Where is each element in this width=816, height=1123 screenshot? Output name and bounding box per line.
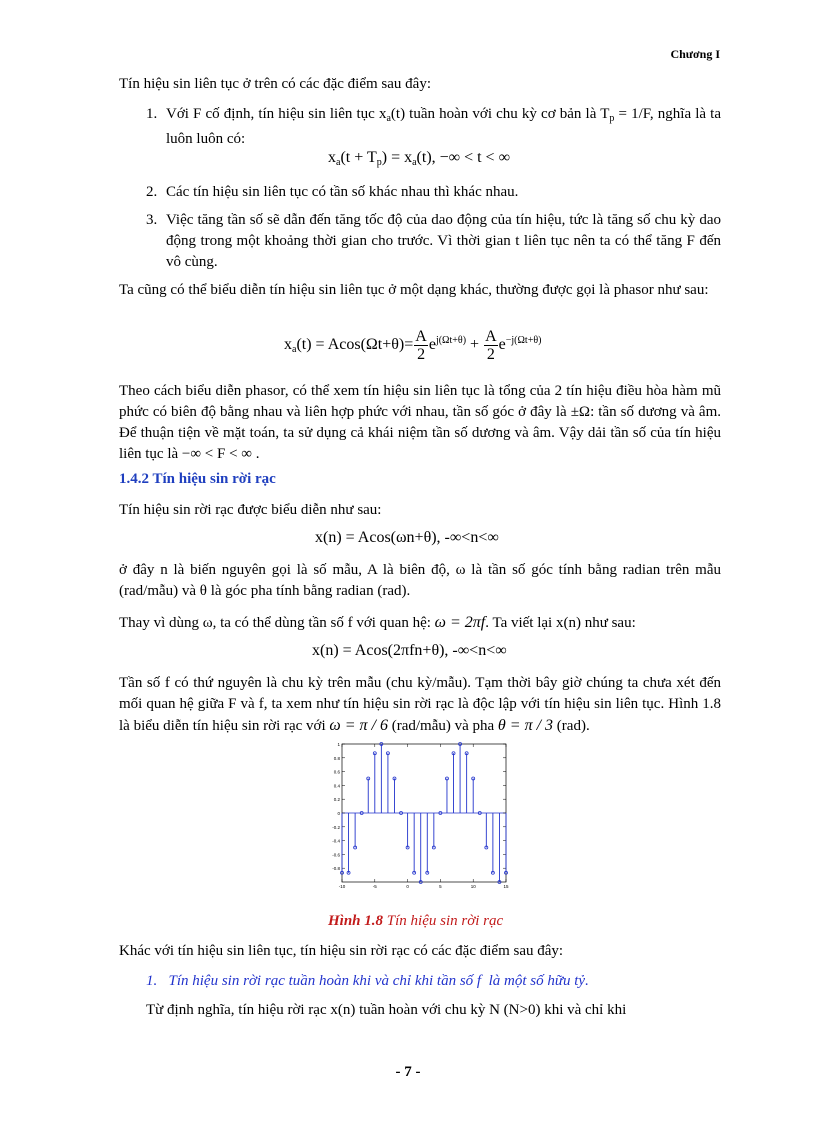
- list-item-2: Các tín hiệu sin liên tục có tần số khác nhau thì khác nhau.: [166, 184, 519, 200]
- equation-phasor: $x_a(t) = Acos(\Omega t+\theta)=$ $\frac{A}{2}$ $e^{j(\Omega t+\theta)}$ + $\frac{A}{2}$ $e^{-j(\Omega t+\theta)}$: [284, 328, 542, 363]
- y-tick-label: 1: [337, 742, 340, 747]
- y-tick-label: 0.4: [333, 783, 340, 789]
- y-tick-label: 0.2: [333, 797, 340, 803]
- paragraph-periodicity-def: Từ định nghĩa, tín hiệu rời rạc x(n) tuần hoàn với chu kỳ N (N>0) khi và chỉ khi: [146, 1002, 627, 1018]
- x-tick-label: 5: [439, 884, 442, 889]
- y-tick-label: 0.8: [333, 755, 340, 761]
- equation-discrete-sin: x(n) = Acos(ωn+θ), -∞<n<∞: [315, 529, 499, 546]
- y-tick-label: -0.8: [332, 866, 340, 872]
- list-number-2: 2.: [146, 184, 158, 200]
- paragraph-discrete-intro: Tín hiệu sin rời rạc được biểu diễn như sau:: [119, 502, 382, 518]
- caption-text: Tín hiệu sin rời rạc: [383, 913, 504, 929]
- plot-layer: [332, 742, 509, 889]
- p7-text-a: Tần số f có thứ nguyên là chu kỳ trên mẫu (chu kỳ/mẫu). Tạm thời bây giờ chúng ta chưa xét đến mối quan hệ giữa F và f, ta xem như tín hiệu sin rời rạc là độc lập với tín hiệu sin liên tục. Hình 1.8 là biểu diễn tín hiệu sin rời rạc với: [119, 675, 721, 734]
- list-number-3: 3.: [146, 212, 158, 228]
- p7-text-b: (rad/mẫu) và pha: [391, 718, 495, 734]
- paragraph-figure-ref: [119, 673, 721, 737]
- x-tick-label: 15: [503, 884, 509, 889]
- x-tick-label: 0: [406, 884, 409, 889]
- y-tick-label: 0: [337, 811, 340, 816]
- x-tick-label: -5: [372, 884, 377, 889]
- list-number-1: 1.: [146, 106, 158, 122]
- y-tick-label: -0.4: [332, 838, 340, 844]
- p6-equation: ω = 2πf: [434, 614, 486, 631]
- p7-omega-eq: ω = π / 6: [329, 717, 388, 734]
- y-tick-label: -0.6: [332, 852, 340, 858]
- caption-label: Hình 1.8: [328, 913, 384, 929]
- equation-discrete-sin-f: x(n) = Acos(2πfn+θ), -∞<n<∞: [312, 642, 507, 659]
- paragraph-frequency-relation: [119, 612, 721, 634]
- figure-caption: [328, 913, 503, 930]
- list-item-1: Với F cố định, tín hiệu sin liên tục $x_a(t)$ tuần hoàn với chu kỳ cơ bản là $T_p = 1/F$, nghĩa là ta luôn luôn có:: [166, 106, 721, 147]
- paragraph-discrete-properties: Khác với tín hiệu sin liên tục, tín hiệu sin rời rạc có các đặc điểm sau đây:: [119, 943, 564, 959]
- x-tick-label: 10: [470, 884, 476, 889]
- p6-text-b: . Ta viết lại x(n) như sau:: [485, 615, 636, 631]
- p7-theta-eq: θ = π / 3: [497, 717, 554, 734]
- paragraph-variables: ở đây n là biến nguyên gọi là số mẫu, A là biên độ, ω là tần số góc tính bằng radian trên mẫu (rad/mẫu) và θ là góc pha tính bằng radian (rad).: [119, 562, 721, 599]
- chapter-header: Chương I: [670, 47, 720, 61]
- p6-text-a: Thay vì dùng ω, ta có thể dùng tần số f với quan hệ:: [119, 615, 431, 631]
- x-tick-label: -10: [338, 884, 346, 889]
- stem-plot-figure: [312, 738, 516, 890]
- p7-text-c: (rad).: [556, 718, 590, 734]
- section-heading: 1.4.2 Tín hiệu sin rời rạc: [119, 471, 276, 487]
- page-number: - 7 -: [395, 1064, 421, 1080]
- y-tick-label: -0.2: [332, 824, 340, 830]
- y-tick-label: 0.6: [333, 769, 340, 775]
- property-1: 1. Tín hiệu sin rời rạc tuần hoàn khi và chỉ khi tần số f là một số hữu tỷ.: [146, 973, 589, 989]
- paragraph-intro: Tín hiệu sin liên tục ở trên có các đặc điểm sau đây:: [119, 76, 431, 92]
- paragraph-phasor-explanation: Theo cách biểu diễn phasor, có thể xem tín hiệu sin liên tục là tổng của 2 tín hiệu điều hòa hàm mũ phức có biên độ bằng nhau và liên hợp phức với nhau, tần số góc ở đây là ±Ω: tần số dương và âm. Để thuận tiện về mặt toán, ta sử dụng cả khái niệm tần số dương và âm. Vậy dải tần số của tín hiệu liên tục là −∞ < F < ∞ .: [119, 383, 721, 462]
- list-item-3: Việc tăng tần số sẽ dẫn đến tăng tốc độ của dao động của tín hiệu, tức là tăng số chu kỳ dao động trong một khoảng thời gian cho trước. Vì thời gian t liên tục nên ta có thể tăng F đến vô cùng.: [166, 212, 721, 270]
- equation-periodicity: $x_a(t + T_p) = x_a(t)$, −∞ < t < ∞: [328, 149, 510, 168]
- paragraph-phasor: Ta cũng có thể biểu diễn tín hiệu sin liên tục ở một dạng khác, thường được gọi là phasor như sau:: [119, 282, 709, 298]
